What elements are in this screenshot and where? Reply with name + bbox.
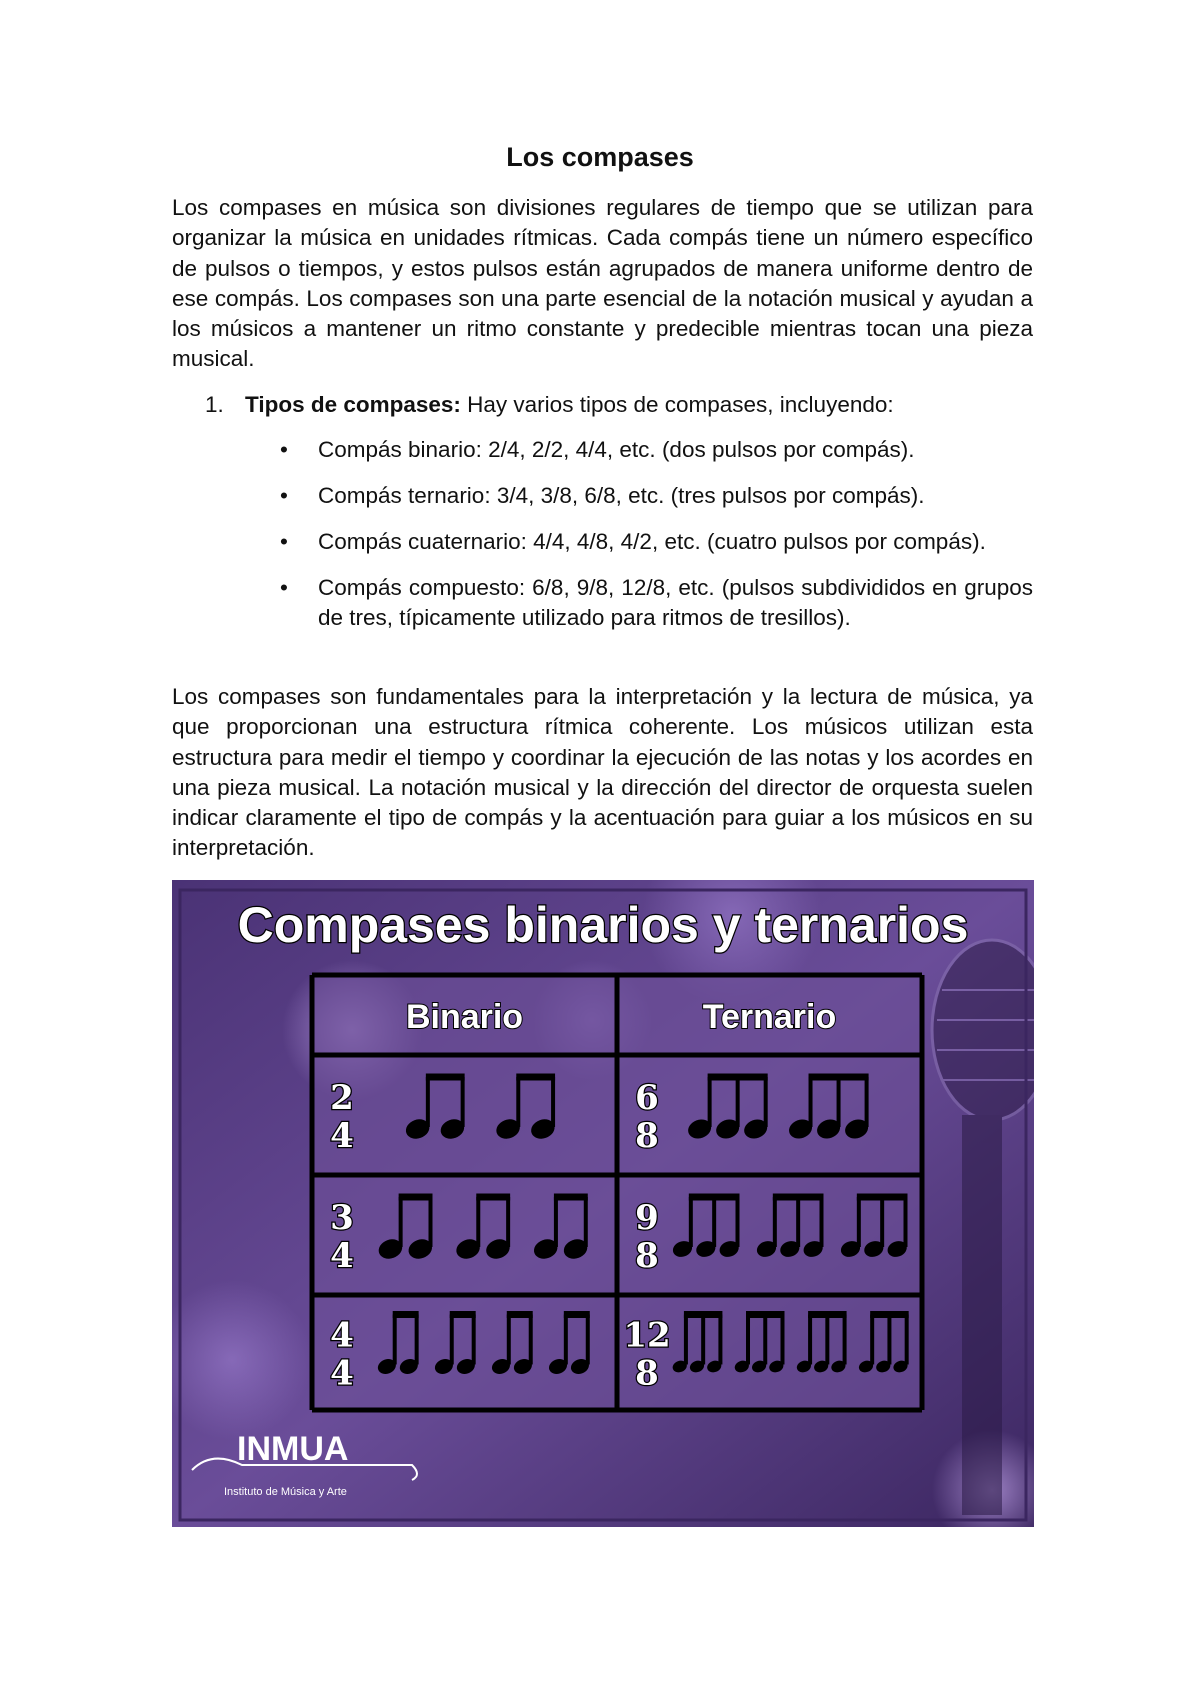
page-title: Los compases [506, 142, 694, 172]
time-signature-top: 12 [623, 1315, 671, 1356]
bullet-text: Compás compuesto: 6/8, 9/8, 12/8, etc. (pulsos subdivididos en grupos de tres, típicamente utilizado para ritmos de tresillos). [318, 575, 1033, 630]
header-ternario: Ternario [702, 998, 837, 1036]
bullet-icon: • [280, 437, 288, 462]
list-number: 1. [205, 392, 224, 417]
time-signature-top: 6 [635, 1078, 659, 1118]
header-binario: Binario [405, 998, 524, 1036]
list-body: Hay varios tipos de compases, incluyendo: [460, 392, 894, 417]
time-signature-top: 4 [330, 1315, 354, 1356]
rhythm-table [312, 975, 922, 1410]
conclusion-paragraph: Los compases son fundamentales para la interpretación y la lectura de música, ya que proporcionan una estructura rítmica coherente. Los músicos utilizan esta estructura para medir el tiempo y coordinar la ejecución de las notas y los acordes en una pieza musical. La notación musical y la dirección del director de orquesta suelen indicar claramente el tipo de compás y la acentuación para guiar a los músicos en su interpretación. [172, 684, 1033, 861]
logo-subtext: Instituto de Música y Arte [224, 1486, 347, 1498]
bullet-item [280, 435, 1033, 465]
time-signature-bottom: 4 [330, 1236, 354, 1276]
list-label: Tipos de compases: [245, 392, 461, 417]
compases-figure [172, 880, 1034, 1527]
time-signature-bottom: 8 [635, 1116, 659, 1156]
bullet-item [280, 573, 1033, 633]
time-signature-bottom: 4 [330, 1116, 354, 1156]
bullet-icon: • [280, 483, 288, 508]
time-signature-bottom: 8 [635, 1236, 659, 1276]
time-signature-top: 2 [330, 1078, 354, 1118]
logo-text: INMUA [237, 1430, 349, 1468]
time-signature-bottom: 8 [635, 1353, 659, 1394]
time-signature-top: 9 [635, 1198, 659, 1238]
compases-figure-svg [172, 880, 1034, 1527]
figure-title: Compases binarios y ternarios [237, 897, 969, 953]
bullet-item [280, 481, 1033, 511]
bullet-text: Compás binario: 2/4, 2/2, 4/4, etc. (dos pulsos por compás). [318, 437, 915, 462]
bullet-list [280, 435, 1033, 649]
intro-paragraph: Los compases en música son divisiones regulares de tiempo que se utilizan para organizar la música en unidades rítmicas. Cada compás tiene un número específico de pulsos o tiempos, y estos pulsos están agrupados de manera uniforme dentro de ese compás. Los compases son una parte esencial de la notación musical y ayudan a los músicos a mantener un ritmo constante y predecible mientras tocan una pieza musical. [172, 195, 1033, 372]
bullet-text: Compás cuaternario: 4/4, 4/8, 4/2, etc. (cuatro pulsos por compás). [318, 529, 986, 554]
bullet-icon: • [280, 529, 288, 554]
list-text [245, 390, 894, 420]
bullet-text: Compás ternario: 3/4, 3/8, 6/8, etc. (tres pulsos por compás). [318, 483, 925, 508]
time-signature-top: 3 [330, 1198, 354, 1238]
bullet-item [280, 527, 1033, 557]
bullet-icon: • [280, 575, 288, 600]
time-signature-bottom: 4 [330, 1353, 354, 1394]
